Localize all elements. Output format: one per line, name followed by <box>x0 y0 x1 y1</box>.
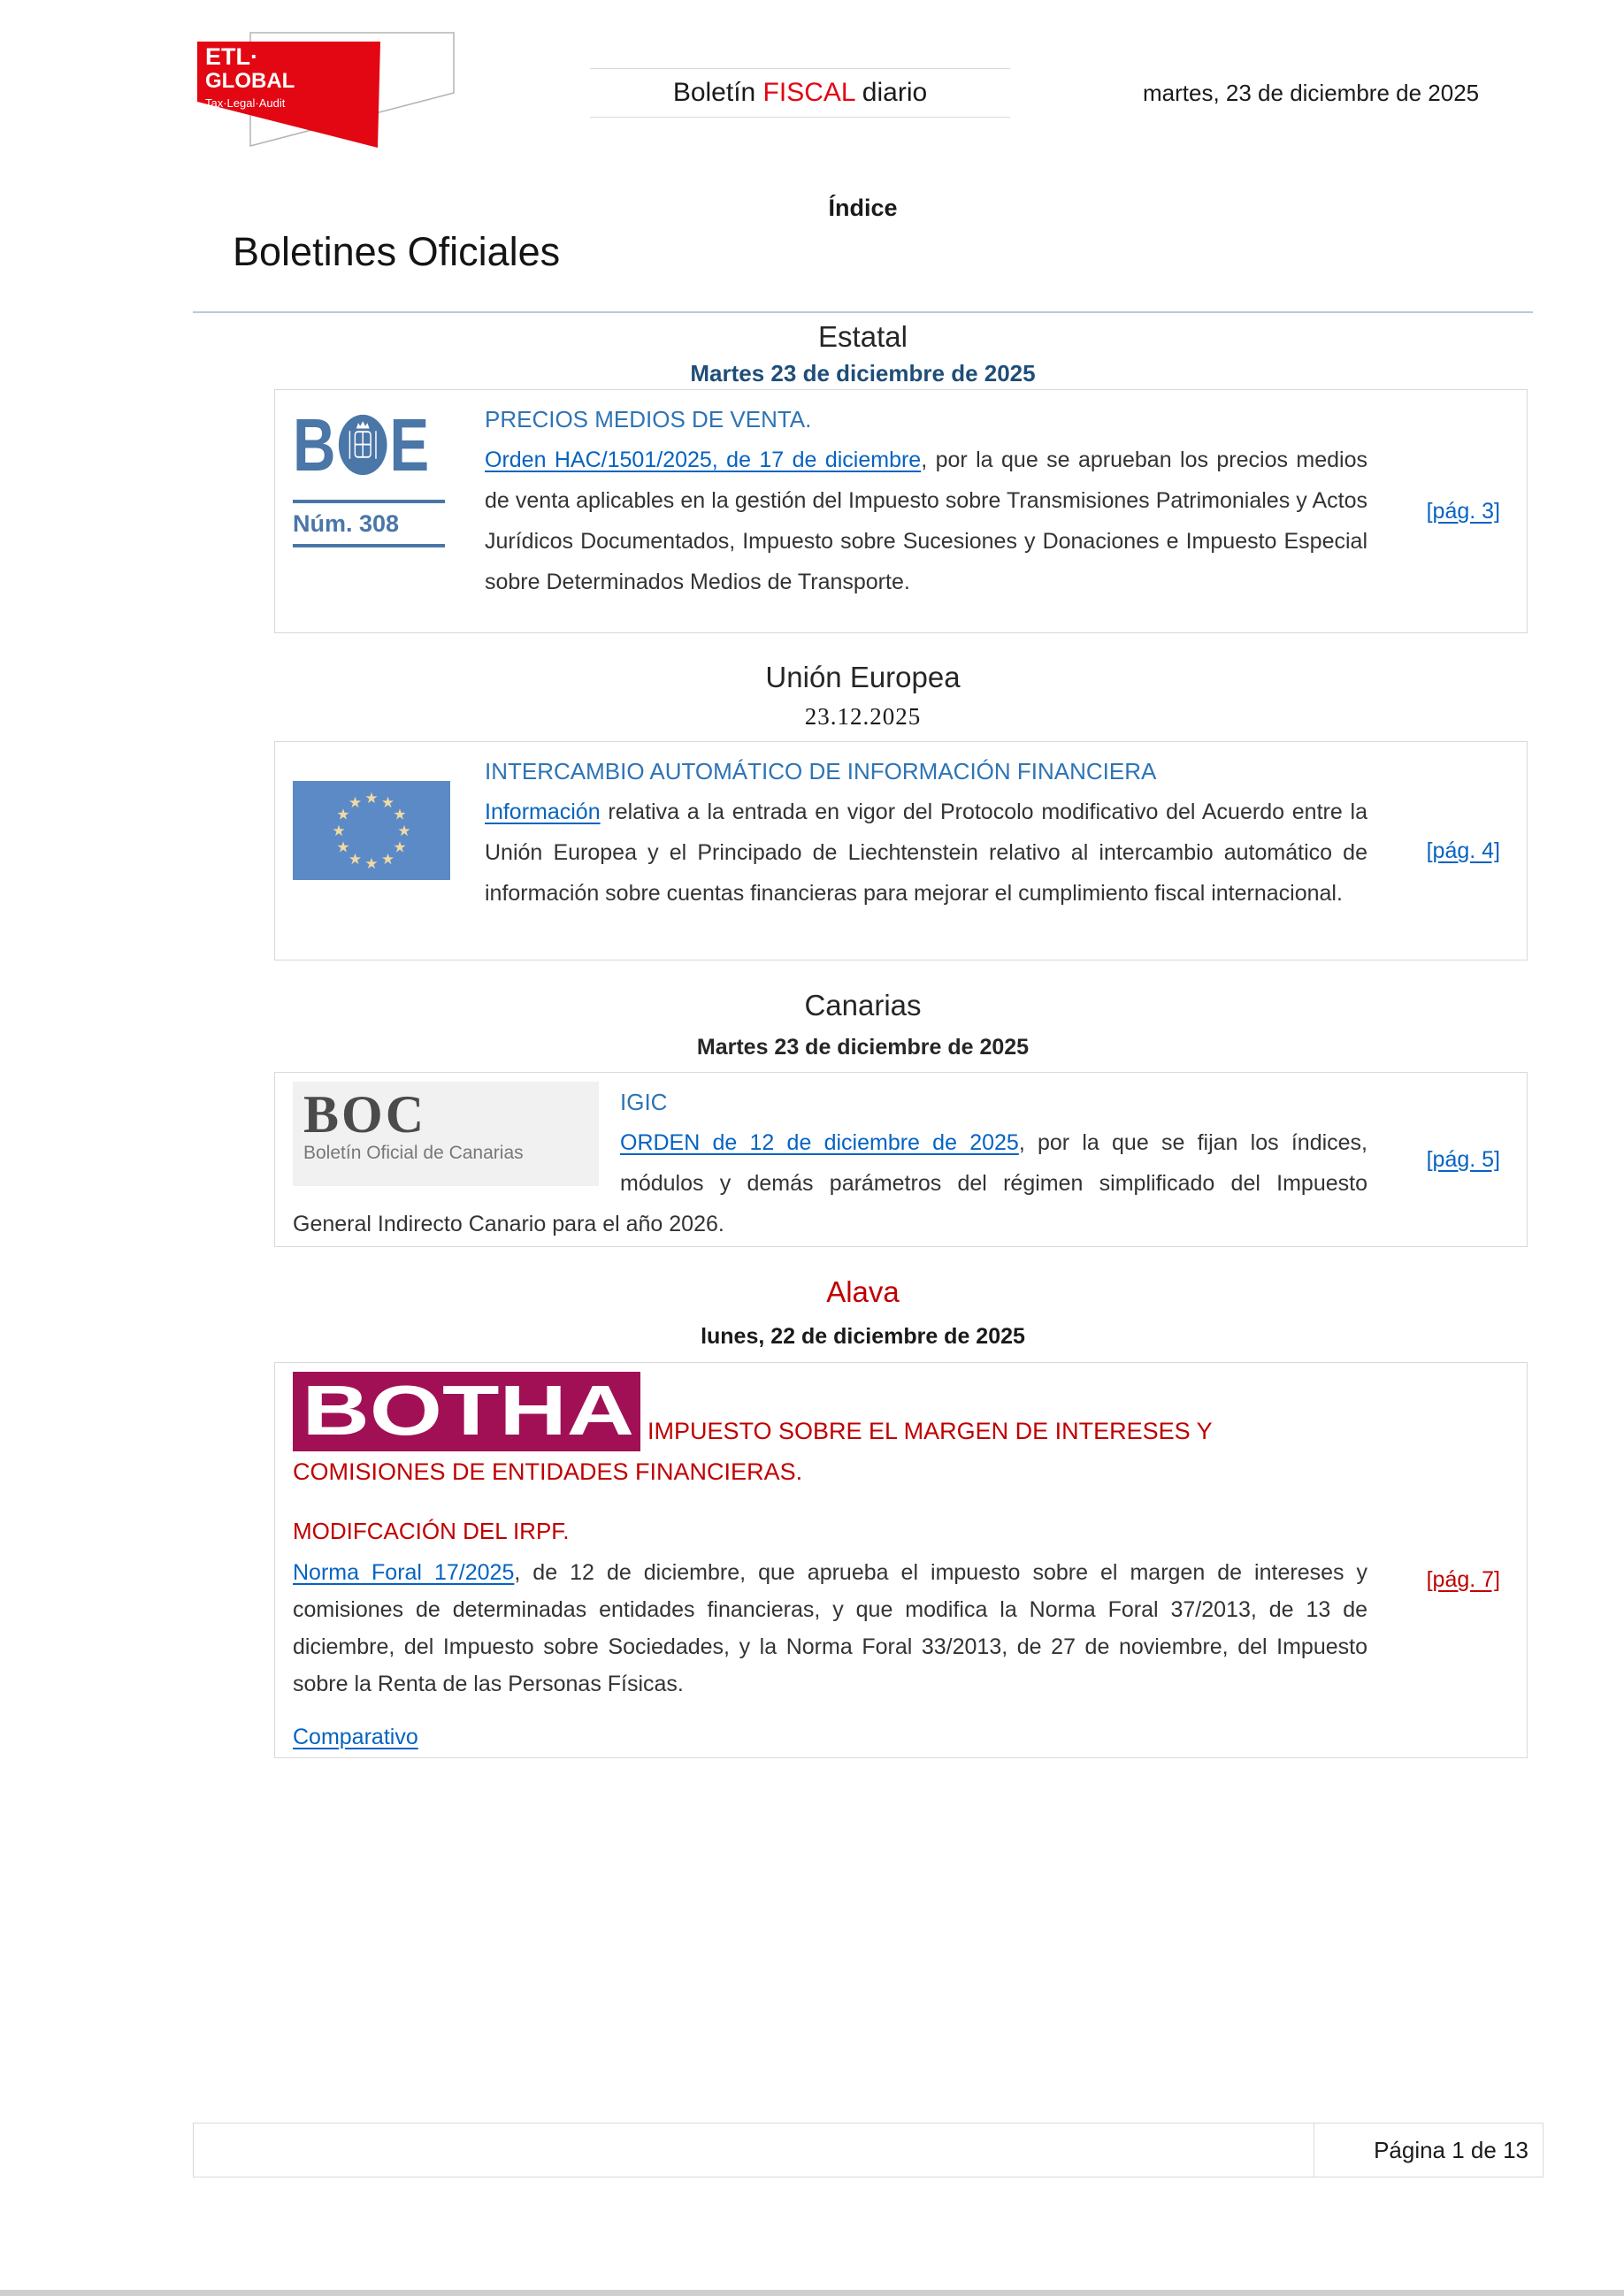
logo-text-etl: ETL· <box>205 43 258 70</box>
bulletin-title-prefix: Boletín <box>672 78 763 107</box>
eu-stars-circle-flag-icon <box>293 781 450 880</box>
svg-text:★: ★ <box>364 855 379 873</box>
card-ue-title: INTERCAMBIO AUTOMÁTICO DE INFORMACIÓN FINANCIERA <box>485 758 1157 784</box>
section-heading-canarias: Canarias <box>804 989 922 1022</box>
card-ue-link[interactable]: Información <box>485 800 601 824</box>
card-ue-text <box>293 792 1509 914</box>
section-heading-union-europea: Unión Europea <box>765 661 961 693</box>
boe-letter-b: B <box>293 403 336 486</box>
card-estatal-text <box>293 440 1509 602</box>
card-alava-body: , de 12 de diciembre, que aprueba el impuesto sobre el margen de intereses y comisiones de determinadas entidades financieras, y que modifica la Norma Foral 37/2013, de 13 de diciembre, del Impuesto sobre Sociedades, y la Norma Foral 33/2013, de 27 de noviembre, del Impuesto sobre la Renta de las Personas Físicas. <box>293 1560 1368 1696</box>
card-canarias <box>274 1072 1528 1247</box>
section-date-union-europea: 23.12.2025 <box>804 703 922 730</box>
svg-text:★: ★ <box>393 838 407 857</box>
card-canarias-body: , por la que se fijan los índices, módulos y demás parámetros del régimen simplificado del Impuesto General Indirecto Canario para el año 2026. <box>293 1130 1367 1236</box>
svg-text:★: ★ <box>380 794 395 812</box>
boc-acronym: BOC <box>303 1085 427 1144</box>
section-heading-alava: Alava <box>826 1275 900 1308</box>
header-date: martes, 23 de diciembre de 2025 <box>1143 80 1480 106</box>
svg-text:★: ★ <box>348 794 363 812</box>
svg-text:★: ★ <box>336 838 350 857</box>
boe-divider-bottom <box>293 544 445 547</box>
boc-caption: Boletín Oficial de Canarias <box>303 1143 524 1163</box>
svg-text:★: ★ <box>364 790 379 807</box>
boc-logo-inner <box>293 1082 599 1186</box>
card-alava-link[interactable]: Norma Foral 17/2025 <box>293 1560 515 1585</box>
card-estatal-link[interactable]: Orden HAC/1501/2025, de 17 de diciembre <box>485 448 922 472</box>
botha-logo <box>293 1372 640 1451</box>
footer-left-cell <box>194 2124 1314 2177</box>
card-ue-body: relativa a la entrada en vigor del Protocolo modificativo del Acuerdo entre la Unión Europea y el Principado de Liechtenstein relativo al intercambio automático de información sobre cuentas financieras para mejorar el cumplimiento fiscal internacional. <box>485 800 1367 906</box>
boe-logo <box>293 399 474 590</box>
boe-number: Núm. 308 <box>293 510 400 537</box>
section-date-alava: lunes, 22 de diciembre de 2025 <box>701 1324 1025 1349</box>
card-estatal <box>274 389 1528 633</box>
boe-letters <box>293 401 438 489</box>
card-alava-page-ref[interactable]: [pág. 7] <box>1426 1567 1500 1592</box>
boe-letter-e: E <box>389 403 430 486</box>
card-canarias-page-ref[interactable]: [pág. 5] <box>1426 1147 1500 1172</box>
index-label: Índice <box>828 195 898 221</box>
botha-logo-text: BOTHA <box>302 1372 634 1450</box>
svg-text:★: ★ <box>393 806 407 824</box>
section-date-estatal: Martes 23 de diciembre de 2025 <box>690 360 1036 386</box>
spain-coat-of-arms-icon <box>337 413 388 477</box>
bulletin-title-highlight: FISCAL <box>762 78 855 107</box>
card-alava-text <box>293 1554 1509 1703</box>
card-alava-title: IMPUESTO SOBRE EL MARGEN DE INTERESES Y COMISIONES DE ENTIDADES FINANCIERAS. <box>293 1418 1213 1485</box>
card-alava <box>274 1362 1528 1758</box>
footer <box>193 2123 1544 2177</box>
bulletin-title-suffix: diario <box>854 78 928 107</box>
card-estatal-body: , por la que se aprueban los precios medios de venta aplicables en la gestión del Impuesto sobre Transmisiones Patrimoniales y Actos Jurídicos Documentados, Impuesto sobre Sucesiones y Donaciones e Impuesto Especial sobre Determinados Medios de Transporte. <box>485 448 1367 594</box>
section-date-canarias: Martes 23 de diciembre de 2025 <box>696 1035 1030 1060</box>
boe-divider-top <box>293 500 445 503</box>
svg-text:★: ★ <box>380 851 395 869</box>
logo-text-tagline: Tax·Legal·Audit <box>205 96 286 110</box>
card-canarias-title: IGIC <box>620 1089 668 1115</box>
comparativo-link[interactable]: Comparativo <box>293 1725 418 1749</box>
title-rule <box>193 311 1533 313</box>
card-union-europea <box>274 741 1528 960</box>
card-estatal-page-ref[interactable]: [pág. 3] <box>1426 499 1500 524</box>
page-title: Boletines Oficiales <box>233 229 561 274</box>
card-alava-subtitle: MODIFCACIÓN DEL IRPF. <box>293 1518 570 1544</box>
boc-logo <box>293 1082 609 1198</box>
footer-page-number: Página 1 de 13 <box>1374 2137 1528 2163</box>
card-estatal-title: PRECIOS MEDIOS DE VENTA. <box>485 406 812 432</box>
eu-flag-logo <box>293 751 474 897</box>
card-canarias-link[interactable]: ORDEN de 12 de diciembre de 2025 <box>620 1130 1019 1155</box>
svg-text:★: ★ <box>348 851 363 869</box>
card-ue-page-ref[interactable]: [pág. 4] <box>1426 838 1500 863</box>
bulletin-title <box>590 68 1010 118</box>
svg-text:★: ★ <box>397 823 411 840</box>
svg-text:★: ★ <box>336 806 350 824</box>
svg-text:★: ★ <box>332 823 346 840</box>
logo-text-global: GLOBAL <box>205 69 295 93</box>
etl-global-logo <box>196 22 462 155</box>
section-heading-estatal: Estatal <box>818 320 908 353</box>
page-bottom-edge <box>0 2290 1624 2296</box>
